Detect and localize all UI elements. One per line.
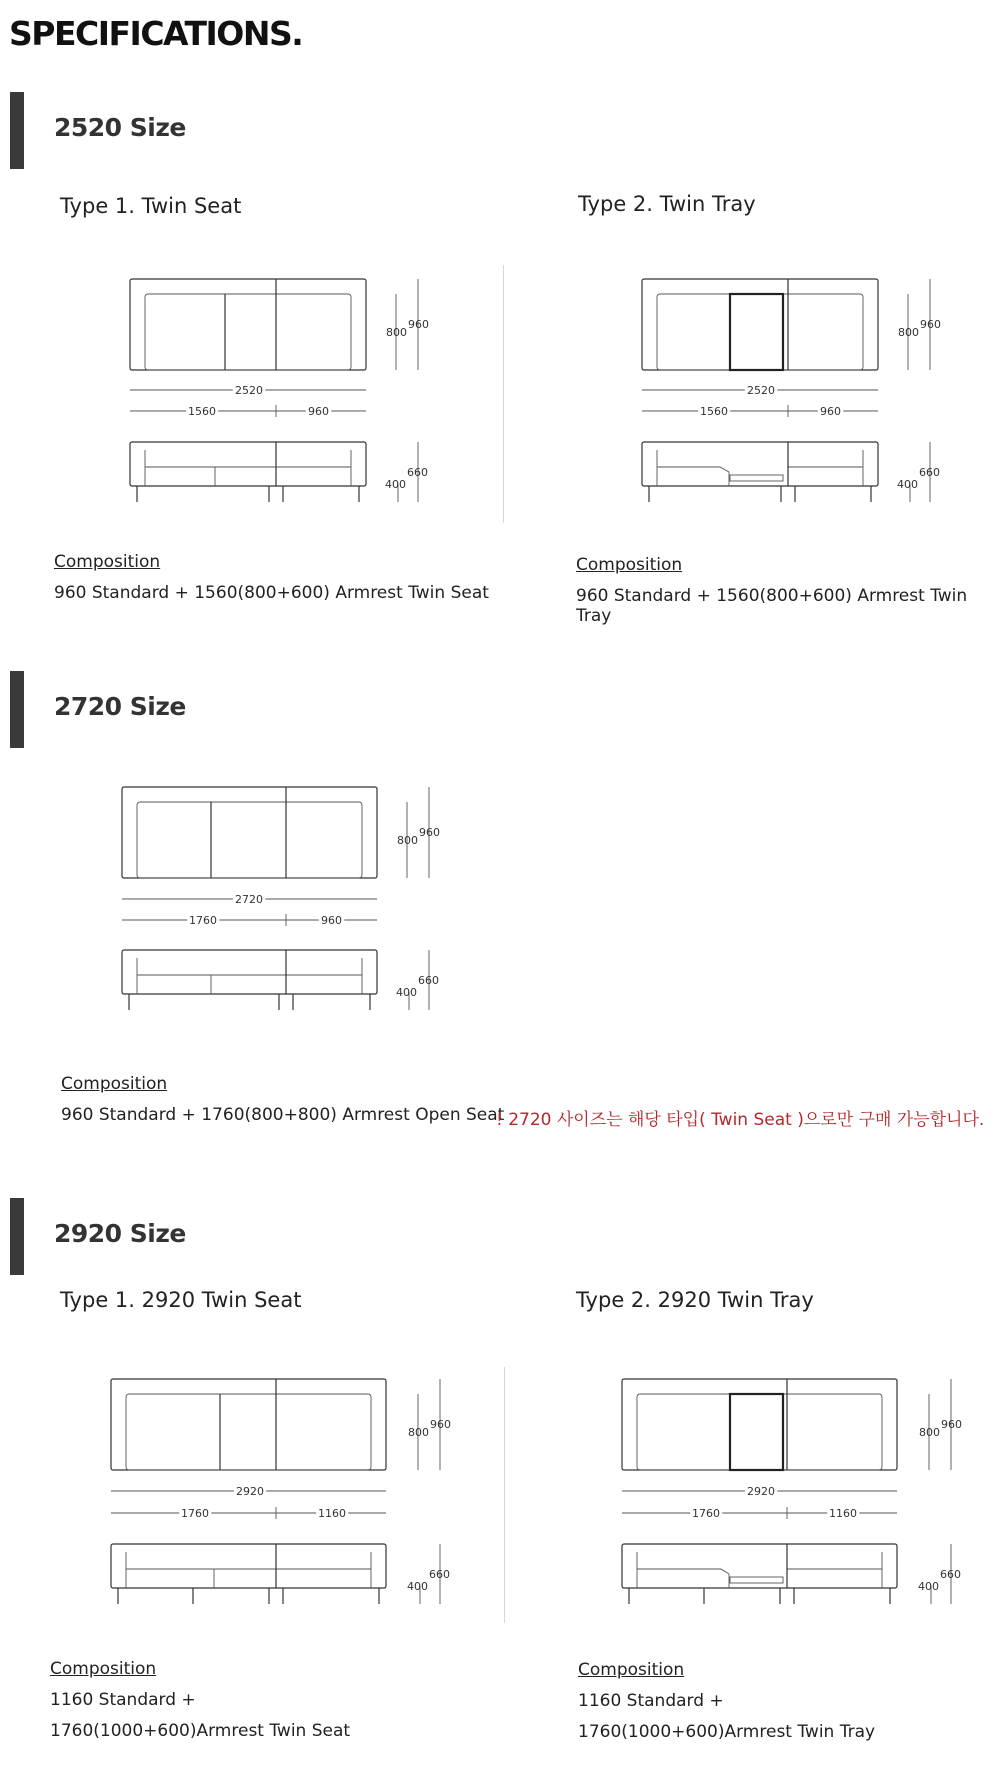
front-view	[122, 950, 439, 1010]
composition-label: Composition	[578, 1660, 685, 1680]
dim-height: 660	[429, 1568, 450, 1581]
tray-front	[730, 475, 783, 481]
type-title-2520-twin-tray: Type 2. Twin Tray	[578, 192, 756, 216]
dim-depth: 960	[408, 318, 429, 331]
drawing-2520-twin-tray	[637, 272, 947, 517]
dim-overall: 2720	[235, 893, 263, 906]
dim-seat-height: 400	[385, 478, 406, 491]
dim-left: 1760	[692, 1507, 720, 1520]
front-view	[622, 1544, 961, 1604]
drawing-2920-twin-tray	[617, 1374, 967, 1619]
width-dimensions	[122, 893, 377, 927]
dim-depth-inner: 800	[386, 326, 407, 339]
purchase-note: ! 2720 사이즈는 해당 타입( Twin Seat )으로만 구매 가능합니다.	[496, 1110, 985, 1130]
dim-depth-inner: 800	[408, 1426, 429, 1439]
dim-left: 1560	[188, 405, 216, 418]
dim-overall: 2520	[235, 384, 263, 397]
depth-dimensions	[397, 787, 440, 878]
page-title: SPECIFICATIONS.	[9, 14, 303, 53]
width-dimensions	[130, 384, 366, 418]
composition-text: 960 Standard + 1760(800+800) Armrest Open Seat	[61, 1105, 505, 1125]
front-view	[130, 442, 428, 502]
composition-label: Composition	[50, 1659, 157, 1679]
dim-depth: 960	[430, 1418, 451, 1431]
depth-dimensions	[919, 1379, 962, 1470]
dim-right: 1160	[829, 1507, 857, 1520]
dim-depth-inner: 800	[919, 1426, 940, 1439]
dim-height: 660	[940, 1568, 961, 1581]
dim-height: 660	[418, 974, 439, 987]
dim-overall: 2520	[747, 384, 775, 397]
dim-height: 660	[919, 466, 940, 479]
type-title-2920-twin-seat: Type 1. 2920 Twin Seat	[60, 1288, 302, 1312]
drawing-2520-twin-seat	[125, 272, 435, 517]
dim-left: 1760	[181, 1507, 209, 1520]
width-dimensions	[642, 384, 878, 418]
top-view	[111, 1379, 386, 1470]
dim-depth: 960	[941, 1418, 962, 1431]
dim-overall: 2920	[236, 1485, 264, 1498]
width-dimensions	[622, 1485, 897, 1520]
tray-front	[730, 1577, 783, 1583]
dim-depth: 960	[419, 826, 440, 839]
depth-dimensions	[898, 279, 941, 370]
composition-text-line-1: 1160 Standard +	[50, 1690, 196, 1710]
depth-dimensions	[408, 1379, 451, 1470]
composition-label: Composition	[54, 552, 161, 572]
drawing-2720-open-seat	[117, 783, 447, 1028]
tray-outline	[730, 294, 783, 370]
dim-right: 960	[308, 405, 329, 418]
drawing-2920-twin-seat	[106, 1374, 456, 1619]
section-title-2920: 2920 Size	[54, 1219, 186, 1248]
composition-label: Composition	[61, 1074, 168, 1094]
front-view	[642, 442, 940, 502]
type-title-2920-twin-tray: Type 2. 2920 Twin Tray	[576, 1288, 814, 1312]
section-title-2720: 2720 Size	[54, 692, 186, 721]
section-marker	[10, 92, 24, 169]
dim-seat-height: 400	[396, 986, 417, 999]
composition-text: 960 Standard + 1560(800+600) Armrest Twin Seat	[54, 583, 489, 603]
top-view	[122, 787, 377, 878]
dim-seat-height: 400	[407, 1580, 428, 1593]
composition-text-line-2: 1760(1000+600)Armrest Twin Tray	[578, 1722, 876, 1742]
composition-text-line-1: 1160 Standard +	[578, 1691, 724, 1711]
dim-seat-height: 400	[897, 478, 918, 491]
tray-outline	[730, 1394, 783, 1470]
dim-left: 1760	[189, 914, 217, 927]
dim-right: 960	[321, 914, 342, 927]
column-divider	[503, 265, 504, 523]
type-title-2520-twin-seat: Type 1. Twin Seat	[60, 194, 242, 218]
top-view	[642, 279, 878, 370]
dim-depth-inner: 800	[898, 326, 919, 339]
composition-text-line-2: 1760(1000+600)Armrest Twin Seat	[50, 1721, 351, 1741]
width-dimensions	[111, 1485, 386, 1520]
column-divider	[504, 1367, 505, 1623]
dim-right: 960	[820, 405, 841, 418]
dim-right: 1160	[318, 1507, 346, 1520]
dim-left: 1560	[700, 405, 728, 418]
dim-depth-inner: 800	[397, 834, 418, 847]
composition-label: Composition	[576, 555, 683, 575]
dim-seat-height: 400	[918, 1580, 939, 1593]
composition-text: 960 Standard + 1560(800+600) Armrest Twin Tray	[576, 586, 968, 626]
dim-height: 660	[407, 466, 428, 479]
section-marker	[10, 671, 24, 748]
section-marker	[10, 1198, 24, 1275]
depth-dimensions	[386, 279, 429, 370]
top-view	[622, 1379, 897, 1470]
dim-depth: 960	[920, 318, 941, 331]
top-view	[130, 279, 366, 370]
section-title-2520: 2520 Size	[54, 113, 186, 142]
dim-overall: 2920	[747, 1485, 775, 1498]
front-view	[111, 1544, 450, 1604]
